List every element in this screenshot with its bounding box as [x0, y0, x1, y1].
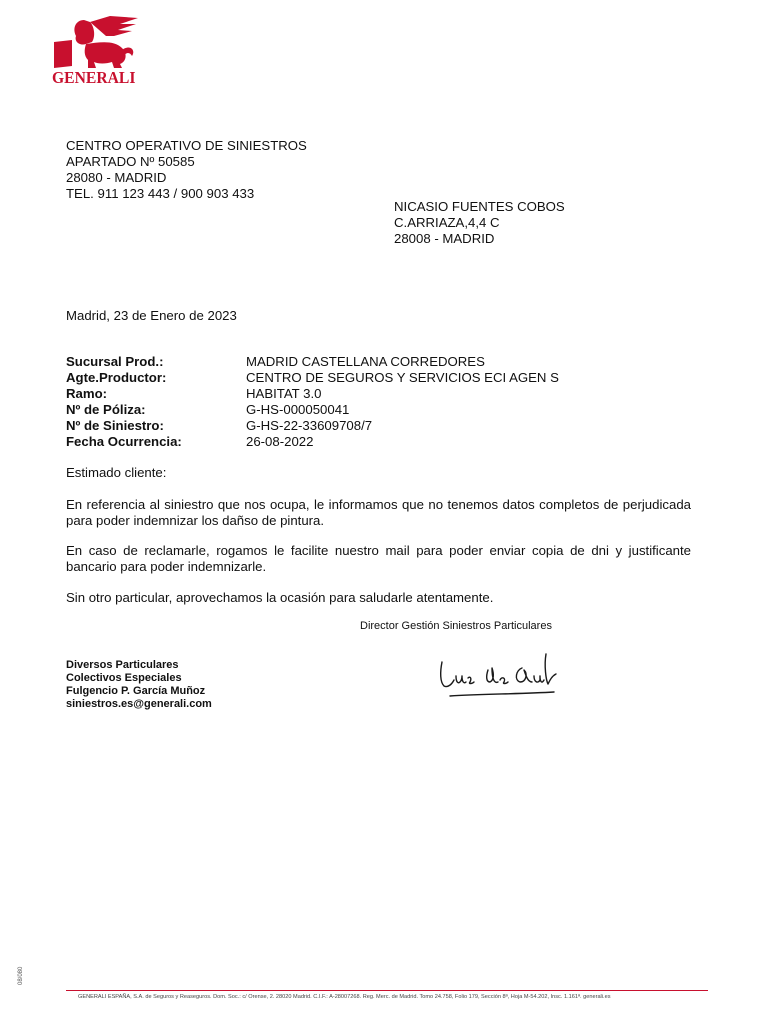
- field-label: Agte.Productor:: [66, 370, 167, 385]
- field-value: HABITAT 3.0: [246, 386, 322, 401]
- field-value: G-HS-000050041: [246, 402, 350, 417]
- footer-divider: [66, 990, 708, 991]
- field-label: Nº de Siniestro:: [66, 418, 164, 433]
- recipient-line: NICASIO FUENTES COBOS: [394, 199, 565, 214]
- field-row: [66, 402, 559, 418]
- field-value: G-HS-22-33609708/7: [246, 418, 373, 433]
- field-label: Sucursal Prod.:: [66, 354, 164, 369]
- field-row: [66, 370, 559, 386]
- sender-line: APARTADO Nº 50585: [66, 154, 195, 169]
- sender-line: 28080 - MADRID: [66, 170, 167, 185]
- field-label: Ramo:: [66, 386, 108, 401]
- closing-paragraph: Sin otro particular, aprovechamos la ocasión para saludarle atentamente.: [66, 590, 494, 605]
- department-line: Diversos Particulares: [66, 659, 179, 671]
- department-line: Colectivos Especiales: [66, 672, 182, 684]
- legal-footer: GENERALI ESPAÑA, S.A. de Seguros y Reaseguros. Dom. Soc.: c/ Orense, 2. 28020 Madrid. C.I.F.: A-28007268. Reg. Merc. de Madrid. Tomo 24.758, Folio 179, Sección 8ª, Hoja M-54.202, Insc. 1.161ª. generali.es: [78, 994, 611, 1000]
- field-row: [66, 386, 559, 402]
- body-paragraph: En referencia al siniestro que nos ocupa, le informamos que no tenemos datos completos de perjudicada para poder indemnizar los dañso de pintura.: [66, 497, 691, 528]
- sender-line: TEL. 911 123 443 / 900 903 433: [66, 186, 255, 201]
- body-paragraph: En caso de reclamarle, rogamos le facilite nuestro mail para poder enviar copia de dni y justificante bancario para poder indemnizarle.: [66, 543, 691, 574]
- field-label: Fecha Ocurrencia:: [66, 434, 182, 449]
- field-value: 26-08-2022: [246, 434, 314, 449]
- department-block: [66, 659, 212, 711]
- field-row: [66, 354, 559, 370]
- letter-date: Madrid, 23 de Enero de 2023: [66, 308, 237, 323]
- recipient-line: 28008 - MADRID: [394, 231, 495, 246]
- field-value: CENTRO DE SEGUROS Y SERVICIOS ECI AGEN S: [246, 370, 559, 385]
- greeting: Estimado cliente:: [66, 465, 167, 480]
- sender-address: [66, 138, 307, 202]
- brand-name: GENERALI: [52, 68, 136, 87]
- field-row: [66, 434, 559, 450]
- field-label: Nº de Póliza:: [66, 402, 146, 417]
- field-row: [66, 418, 559, 434]
- handwritten-signature: [430, 640, 570, 710]
- recipient-line: C.ARRIAZA,4,4 C: [394, 215, 500, 230]
- claim-details: [66, 354, 559, 450]
- field-value: MADRID CASTELLANA CORREDORES: [246, 354, 485, 369]
- recipient-address: [394, 199, 565, 247]
- department-email: siniestros.es@generali.com: [66, 698, 212, 710]
- department-line: Fulgencio P. García Muñoz: [66, 685, 206, 697]
- director-title: Director Gestión Siniestros Particulares: [360, 620, 552, 632]
- document-code: 08/080: [18, 966, 24, 985]
- sender-line: CENTRO OPERATIVO DE SINIESTROS: [66, 138, 307, 153]
